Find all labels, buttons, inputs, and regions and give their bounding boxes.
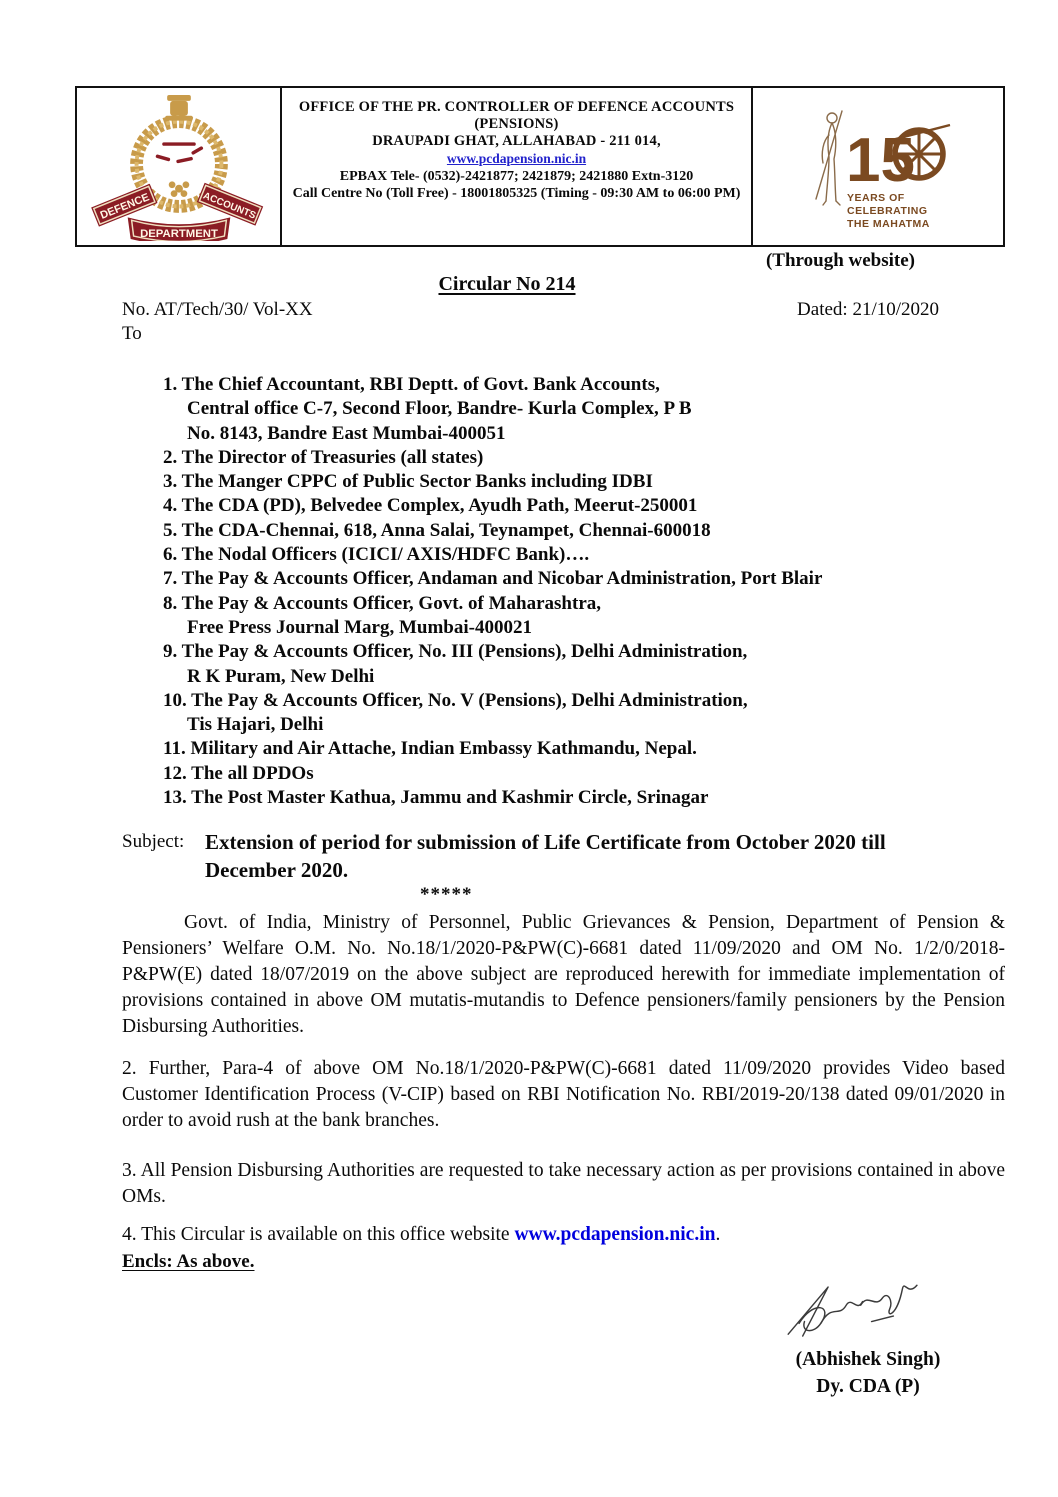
signature-scrawl-icon (773, 1278, 943, 1346)
emblem-motto-marks (155, 142, 203, 163)
recipient-number: 11. (163, 738, 186, 760)
to-label: To (122, 323, 142, 344)
recipient-number: 9. (163, 641, 178, 663)
signature-block (737, 1278, 999, 1400)
recipient-continuation: R K Puram, New Delhi (187, 665, 375, 687)
subject-label: Subject: (122, 831, 185, 853)
recipient-item: 10. The Pay & Accounts Officer, No. V (Pensions), Delhi Administration, Tis Hajari, Delhi (163, 689, 993, 738)
circular-website-link[interactable]: www.pcdapension.nic.in (514, 1224, 716, 1246)
office-website-link[interactable]: www.pcdapension.nic.in (446, 151, 587, 166)
enclosures-note: Encls: As above. (122, 1251, 255, 1273)
paragraph-2: 2. Further, Para-4 of above OM No.18/1/2020-P&PW(C)-6681 dated 11/09/2020 provides Video based Customer Identification Process (V-CIP) based on RBI Notification No. RBI/2019-20/138 dated 09/01/2020 in order to avoid rush at the bank branches. (122, 1058, 1005, 1132)
recipient-item: 5. The CDA-Chennai, 618, Anna Salai, Teynampet, Chennai-600018 (163, 519, 711, 541)
anniversary-number: 15 (846, 125, 915, 195)
recipient-item: 3. The Manger CPPC of Public Sector Banks including IDBI (163, 471, 653, 493)
anniversary-caption-3: THE MAHATMA (847, 217, 930, 230)
subject-block (122, 828, 1007, 884)
recipient-item: 1. The Chief Accountant, RBI Deptt. of Govt. Bank Accounts, Central office C-7, Second Floor, Bandre- Kurla Complex, P B No. 8143, Bandre East Mumbai-400051 (163, 373, 993, 446)
office-epbax: EPBAX Tele- (0532)-2421877; 2421879; 2421880 Extn-3120 (339, 169, 694, 184)
recipient-item: 13. The Post Master Kathua, Jammu and Kashmir Circle, Srinagar (163, 787, 709, 809)
separator-stars: ***** (420, 884, 473, 906)
office-address: DRAUPADI GHAT, ALLAHABAD - 211 014, (372, 133, 661, 149)
recipient-continuation: No. 8143, Bandre East Mumbai-400051 (187, 422, 506, 444)
reference-row (122, 298, 939, 322)
gandhi-outline-icon (816, 111, 842, 205)
recipient-number: 1. (163, 374, 178, 395)
paragraph-3: 3. All Pension Disbursing Authorities are requested to take necessary action as per provisions contained in above OMs. (122, 1160, 1005, 1208)
svg-text:ACCOUNTS: ACCOUNTS (200, 189, 257, 222)
recipient-item: 6. The Nodal Officers (ICICI/ AXIS/HDFC Bank)…. (163, 544, 590, 566)
office-pensions: (PENSIONS) (474, 116, 559, 132)
circular-number-heading: Circular No 214 (438, 273, 576, 295)
recipient-number: 7. (163, 568, 178, 590)
recipient-item: 9. The Pay & Accounts Officer, No. III (Pensions), Delhi Administration, R K Puram, New Delhi (163, 640, 993, 689)
recipient-item: 11. Military and Air Attache, Indian Embassy Kathmandu, Nepal. (163, 738, 697, 760)
ribbon-department (127, 217, 230, 241)
letterhead (75, 86, 1005, 247)
recipient-number: 8. (163, 592, 178, 614)
recipient-item: 12. The all DPDOs (163, 762, 314, 784)
recipient-number: 4. (163, 495, 178, 517)
recipient-continuation: Free Press Journal Marg, Mumbai-400021 (187, 616, 532, 638)
recipient-item: 8. The Pay & Accounts Officer, Govt. of Maharashtra, Free Press Journal Marg, Mumbai-400021 (163, 592, 993, 641)
ashoka-capital-icon (165, 94, 193, 120)
recipient-number: 12. (163, 762, 187, 784)
svg-text:DEFENCE: DEFENCE (98, 190, 151, 222)
office-name: OFFICE OF THE PR. CONTROLLER OF DEFENCE ACCOUNTS (298, 99, 735, 115)
defence-accounts-emblem-icon (88, 93, 270, 241)
recipient-item: 2. The Director of Treasuries (all states) (163, 446, 484, 468)
ribbon-defence (91, 183, 157, 226)
anniversary-logo (753, 88, 1003, 245)
mahatma-150-icon (803, 101, 953, 233)
recipient-number: 10. (163, 689, 187, 711)
reference-number: No. AT/Tech/30/ Vol-XX (122, 299, 313, 320)
date-label: Dated: 21/10/2020 (797, 299, 939, 320)
recipient-item: 4. The CDA (PD), Belvedee Complex, Ayudh Path, Meerut-250001 (163, 495, 698, 517)
recipient-item: 7. The Pay & Accounts Officer, Andaman and Nicobar Administration, Port Blair (163, 568, 823, 590)
department-emblem (77, 88, 282, 245)
recipient-number: 2. (163, 446, 178, 468)
recipient-continuation: Tis Hajari, Delhi (187, 714, 324, 736)
recipient-number: 6. (163, 544, 178, 566)
signatory-title: Dy. CDA (P) (816, 1376, 920, 1398)
emblem-flower-icon (168, 181, 189, 197)
recipient-continuation: Central office C-7, Second Floor, Bandre- Kurla Complex, P B (187, 398, 692, 420)
recipient-number: 3. (163, 471, 178, 493)
recipient-number: 13. (163, 787, 187, 809)
svg-text:DEPARTMENT: DEPARTMENT (139, 227, 218, 240)
recipient-number: 5. (163, 519, 178, 541)
recipients-list (163, 373, 993, 810)
paragraph-4: 4. This Circular is available on this office website www.pcdapension.nic.in. (122, 1224, 721, 1246)
through-website-note: (Through website) (765, 250, 915, 271)
office-callcentre: Call Centre No (Toll Free) - 18001805325 (Timing - 09:30 AM to 06:00 PM) (292, 186, 741, 201)
anniversary-caption-1: YEARS OF (847, 191, 905, 204)
office-address-block (282, 88, 753, 245)
signatory-name: (Abhishek Singh) (795, 1349, 941, 1371)
paragraph-1: Govt. of India, Ministry of Personnel, Public Grievances & Pension, Department of Pension & Pensioners’ Welfare O.M. No. No.18/1/2020-P&PW(C)-6681 dated 11/09/2020 and OM No. 1/2/0/2018-P&PW(E) dated 18/07/2019 on the above subject are reproduced herewith for immediate implementation of provisions contained in above OM mutatis-mutandis to Defence pensioners/family pensioners by the Pension Disbursing Authorities. (122, 912, 1005, 1038)
anniversary-caption-2: CELEBRATING (847, 204, 928, 217)
subject-text: Extension of period for submission of Life Certificate from October 2020 till December 2020. (205, 830, 886, 883)
